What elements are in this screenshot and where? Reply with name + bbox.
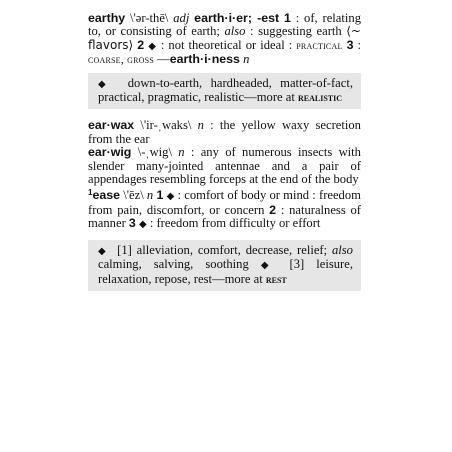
headword: ease — [92, 188, 121, 203]
sense-number: 3 — [346, 37, 354, 52]
cross-reference: realistic — [298, 90, 343, 105]
diamond-icon: ◆ — [98, 245, 108, 257]
pronunciation: \'ər-thē\ — [130, 11, 169, 25]
entry-earthy — [88, 12, 361, 67]
part-of-speech: n — [178, 145, 185, 160]
synonyms: down-to-earth, hardheaded, matter-of-fact, practical, pragmatic, realistic—more at — [98, 75, 353, 105]
sense-number: 2 — [137, 37, 145, 52]
diamond-icon: ◆ — [166, 191, 175, 203]
part-of-speech: n — [146, 188, 154, 203]
entry-ease — [88, 186, 361, 231]
part-of-speech: n — [243, 52, 250, 67]
pronunciation: \-ˌwig\ — [137, 145, 172, 160]
cross-reference: coarse, gross — [88, 52, 154, 67]
definition: : the yellow waxy secretion from the ear — [88, 118, 361, 146]
part-of-speech: n — [197, 118, 204, 133]
sense-number: 3 — [128, 216, 136, 231]
synonyms: [3] leisure, relaxation, repose, rest—more at — [98, 257, 353, 286]
definition: : naturalness of manner — [88, 202, 361, 231]
sense-number: 1 — [156, 188, 164, 203]
run-on-dash: — — [157, 52, 170, 67]
sense-number: 1 — [284, 11, 291, 25]
headword: earthy — [88, 11, 126, 25]
part-of-speech: adj — [173, 11, 190, 25]
derived-headword: earth·i·ness — [169, 52, 240, 67]
also-label: also — [331, 242, 353, 257]
headword: ear·wig — [88, 145, 132, 160]
usage-example: ⟨~ flavors⟩ — [88, 24, 361, 52]
synonym-box — [88, 240, 361, 291]
definition: : of, relating to, or consisting of earth; — [88, 11, 361, 39]
cross-reference: practical — [296, 37, 343, 52]
sense-number: 2 — [269, 202, 277, 217]
cross-reference: rest — [265, 271, 287, 286]
synonyms: [1] alleviation, comfort, decrease, relief; — [117, 242, 328, 257]
definition: : not theoretical or ideal : — [160, 37, 293, 52]
definition: : suggesting earth — [250, 24, 342, 39]
synonyms: calming, salving, soothing — [98, 257, 249, 272]
entry-earwax — [88, 119, 361, 146]
diamond-icon: ◆ — [98, 78, 111, 90]
inflection: earth·i·er; -est — [194, 11, 280, 25]
diamond-icon: ◆ — [148, 40, 157, 52]
definition: : freedom from difficulty or effort — [149, 216, 321, 231]
pronunciation: \'ēz\ — [123, 188, 144, 203]
diamond-icon: ◆ — [138, 219, 147, 231]
definition: : comfort of body or mind : freedom from pain, discomfort, or concern — [88, 188, 361, 217]
definition: : — [357, 37, 362, 52]
entry-earwig — [88, 146, 361, 186]
diamond-icon: ◆ — [260, 260, 278, 272]
pronunciation: \'ir-ˌwaks\ — [140, 118, 192, 133]
homograph-number: 1 — [88, 188, 93, 198]
synonym-box — [88, 73, 361, 110]
definition: : any of numerous insects with slender many-jointed antennae and a pair of appendages resembling forceps at the end of the body — [88, 145, 361, 187]
also-label: also — [224, 24, 246, 39]
headword: ear·wax — [88, 118, 135, 133]
